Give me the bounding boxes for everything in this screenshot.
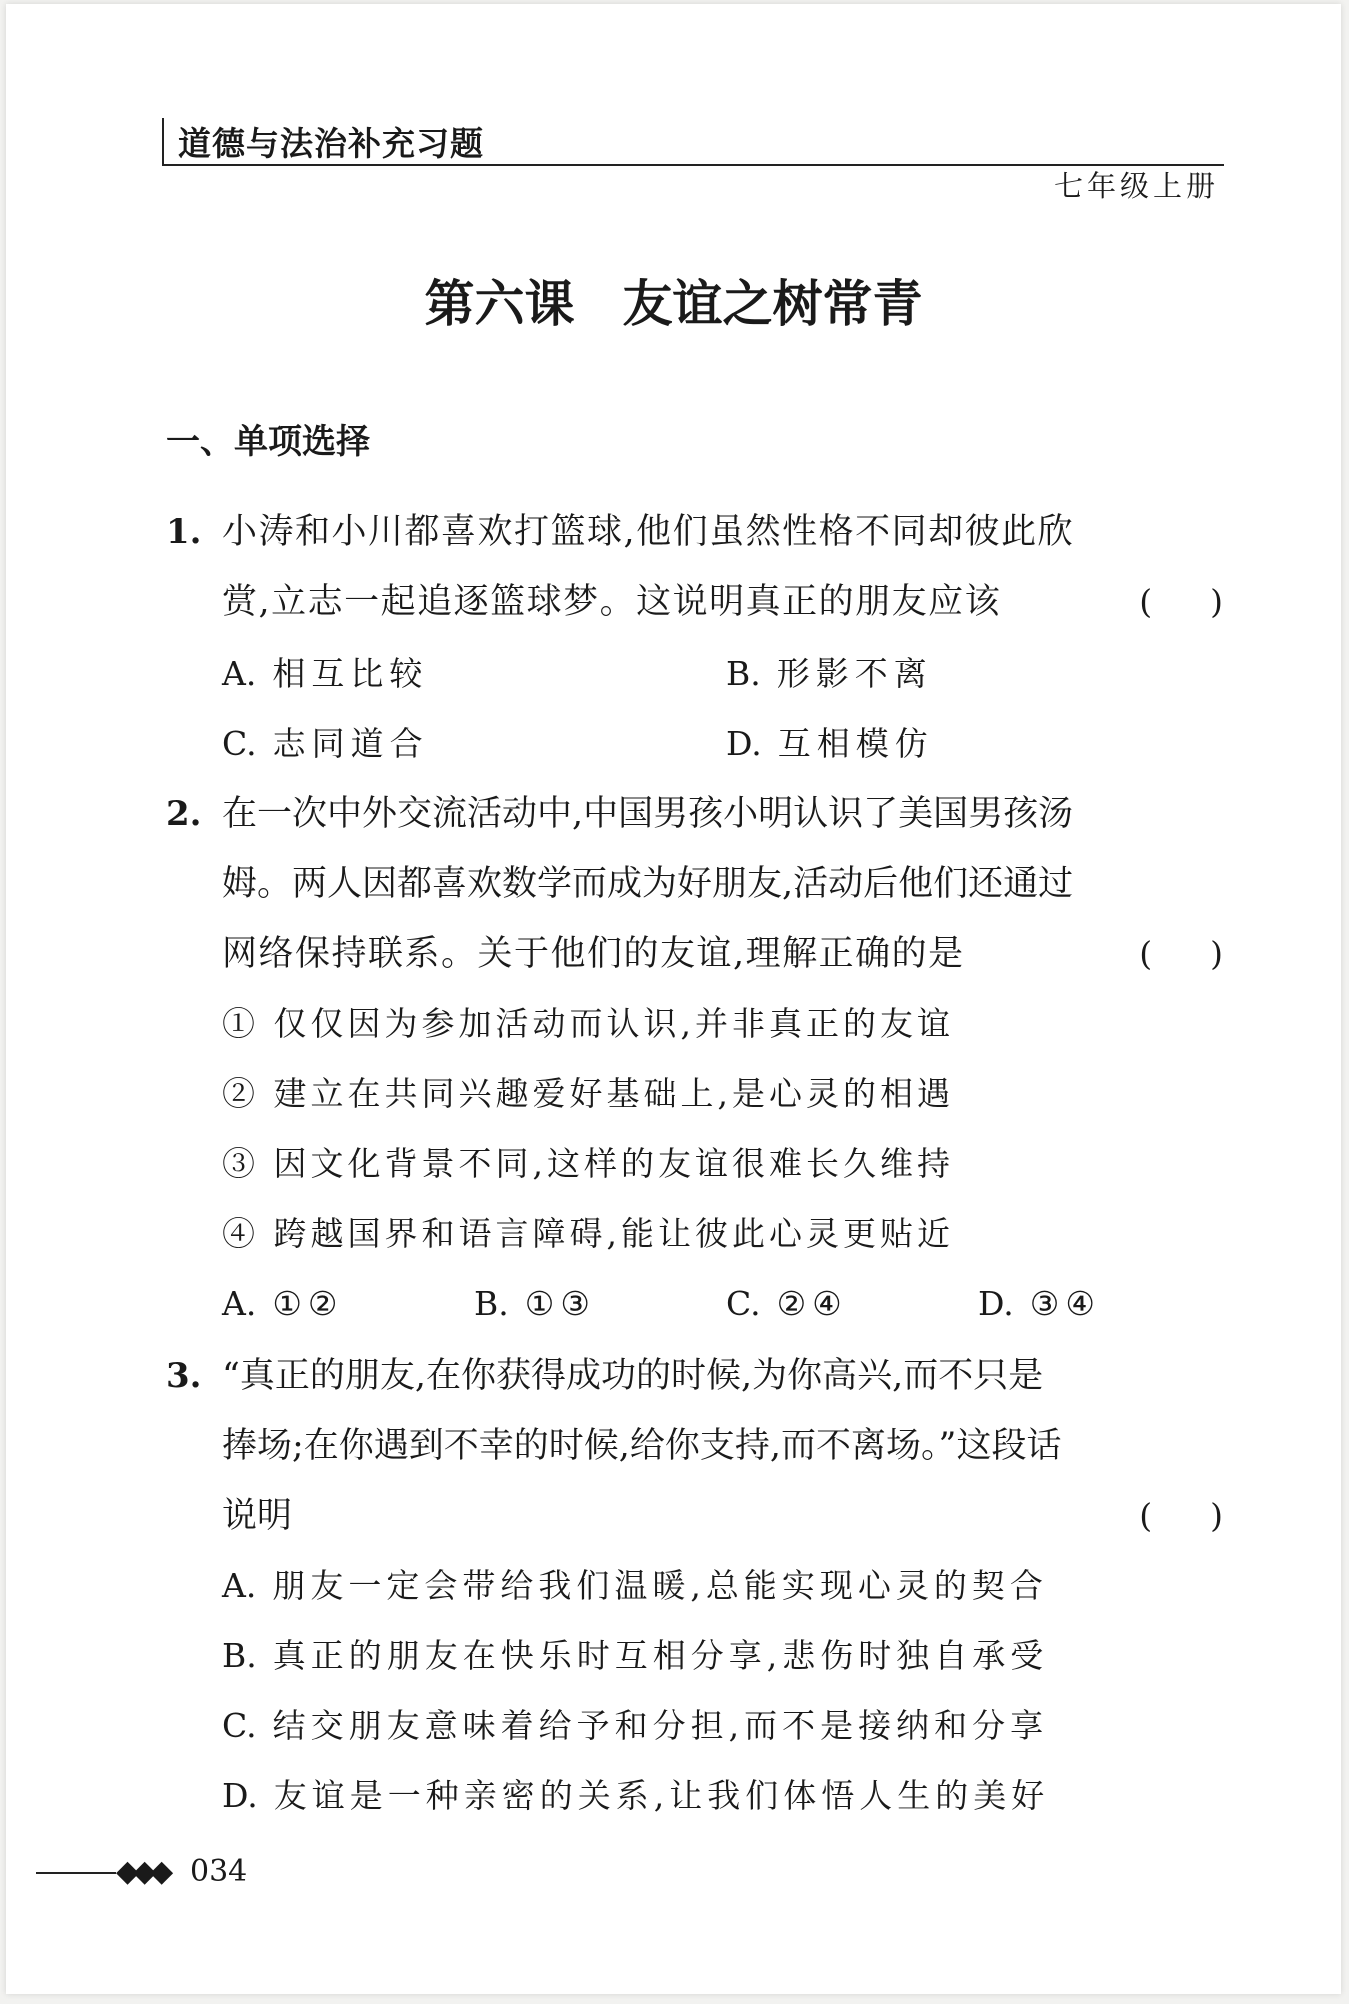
option-text: ①②	[272, 1284, 344, 1323]
question-2-option-b[interactable]	[474, 1284, 596, 1324]
option-label: B.	[222, 1636, 257, 1675]
option-label: D.	[222, 1776, 258, 1815]
option-text: 志同道合	[272, 724, 429, 763]
question-3-option-d[interactable]	[222, 1776, 1049, 1816]
option-label: D.	[726, 724, 762, 763]
option-label: C.	[726, 1284, 761, 1323]
question-2-statement-4: ④ 跨越国界和语言障碍,能让彼此心灵更贴近	[222, 1214, 954, 1253]
option-text: 朋友一定会带给我们温暖,总能实现心灵的契合	[272, 1566, 1048, 1605]
paren-close: )	[1210, 934, 1223, 973]
option-label: D.	[978, 1284, 1014, 1323]
question-2-number: 2.	[166, 794, 202, 834]
question-1-number: 1.	[166, 512, 202, 552]
option-text: 真正的朋友在快乐时互相分享,悲伤时独自承受	[272, 1636, 1049, 1675]
question-1-option-a[interactable]	[222, 654, 428, 694]
option-text: 友谊是一种亲密的关系,让我们体悟人生的美好	[273, 1776, 1050, 1815]
option-label: A.	[222, 654, 257, 693]
question-2-statement-3: ③ 因文化背景不同,这样的友谊很难长久维持	[222, 1144, 954, 1183]
option-text: 互相模仿	[777, 724, 934, 763]
option-label: C.	[222, 724, 257, 763]
question-1-option-c[interactable]	[222, 724, 429, 764]
question-2-option-a[interactable]	[222, 1284, 344, 1324]
paren-close: )	[1210, 582, 1223, 621]
question-2-answer-paren[interactable]	[1139, 934, 1223, 974]
question-3-line-2: 捧场;在你遇到不幸的时候,给你支持,而不离场。”这段话	[222, 1426, 1062, 1466]
question-2-option-c[interactable]	[726, 1284, 848, 1324]
page-number: 034	[190, 1854, 248, 1889]
question-3-option-a[interactable]	[222, 1566, 1048, 1606]
option-text: ③④	[1029, 1284, 1101, 1323]
header-rule	[162, 118, 1224, 166]
option-label: C.	[222, 1706, 257, 1745]
textbook-page	[6, 4, 1341, 1994]
question-1-option-b[interactable]	[726, 654, 933, 694]
grade-label: 七年级上册	[1053, 169, 1219, 203]
lesson-name: 友谊之树常青	[622, 275, 923, 333]
question-1-line-1: 小涛和小川都喜欢打篮球,他们虽然性格不同却彼此欣	[222, 512, 1075, 552]
question-2-line-2: 姆。两人因都喜欢数学而成为好朋友,活动后他们还通过	[222, 864, 1074, 904]
question-2-statement-2: ② 建立在共同兴趣爱好基础上,是心灵的相遇	[222, 1074, 954, 1113]
paren-open: (	[1139, 934, 1153, 973]
question-1-answer-paren[interactable]	[1139, 582, 1223, 622]
option-text: ①③	[524, 1284, 596, 1323]
lesson-title	[6, 264, 1341, 336]
question-3-number: 3.	[166, 1356, 202, 1396]
footer-rule	[36, 1872, 116, 1874]
question-1-option-d[interactable]	[726, 724, 934, 764]
question-2-line-3: 网络保持联系。关于他们的友谊,理解正确的是	[222, 934, 965, 974]
question-2-line-1: 在一次中外交流活动中,中国男孩小明认识了美国男孩汤	[222, 794, 1074, 834]
book-title: 道德与法治补充习题	[178, 124, 484, 163]
section-heading: 一、单项选择	[166, 422, 370, 462]
question-1-line-2: 赏,立志一起追逐篮球梦。这说明真正的朋友应该	[222, 582, 1002, 622]
paren-close: )	[1210, 1496, 1223, 1535]
question-3-line-1: “真正的朋友,在你获得成功的时候,为你高兴,而不只是	[222, 1356, 1044, 1396]
option-label: A.	[222, 1566, 257, 1605]
lesson-number: 第六课	[424, 275, 575, 333]
page-footer	[6, 1852, 406, 1892]
option-label: B.	[726, 654, 761, 693]
question-3-option-c[interactable]	[222, 1706, 1048, 1746]
question-2-statement-1: ① 仅仅因为参加活动而认识,并非真正的友谊	[222, 1004, 954, 1043]
option-text: 形影不离	[776, 654, 933, 693]
paren-open: (	[1139, 1496, 1153, 1535]
question-2-option-d[interactable]	[978, 1284, 1101, 1324]
option-text: 结交朋友意味着给予和分担,而不是接纳和分享	[272, 1706, 1049, 1745]
option-label: B.	[474, 1284, 509, 1323]
question-3-option-b[interactable]	[222, 1636, 1048, 1676]
option-text: 相互比较	[272, 654, 429, 693]
option-label: A.	[222, 1284, 257, 1323]
diamond-icon: ◆◆◆	[116, 1854, 168, 1889]
option-text: ②④	[776, 1284, 848, 1323]
question-3-line-3: 说明	[222, 1496, 293, 1536]
question-3-answer-paren[interactable]	[1139, 1496, 1223, 1536]
paren-open: (	[1139, 582, 1153, 621]
